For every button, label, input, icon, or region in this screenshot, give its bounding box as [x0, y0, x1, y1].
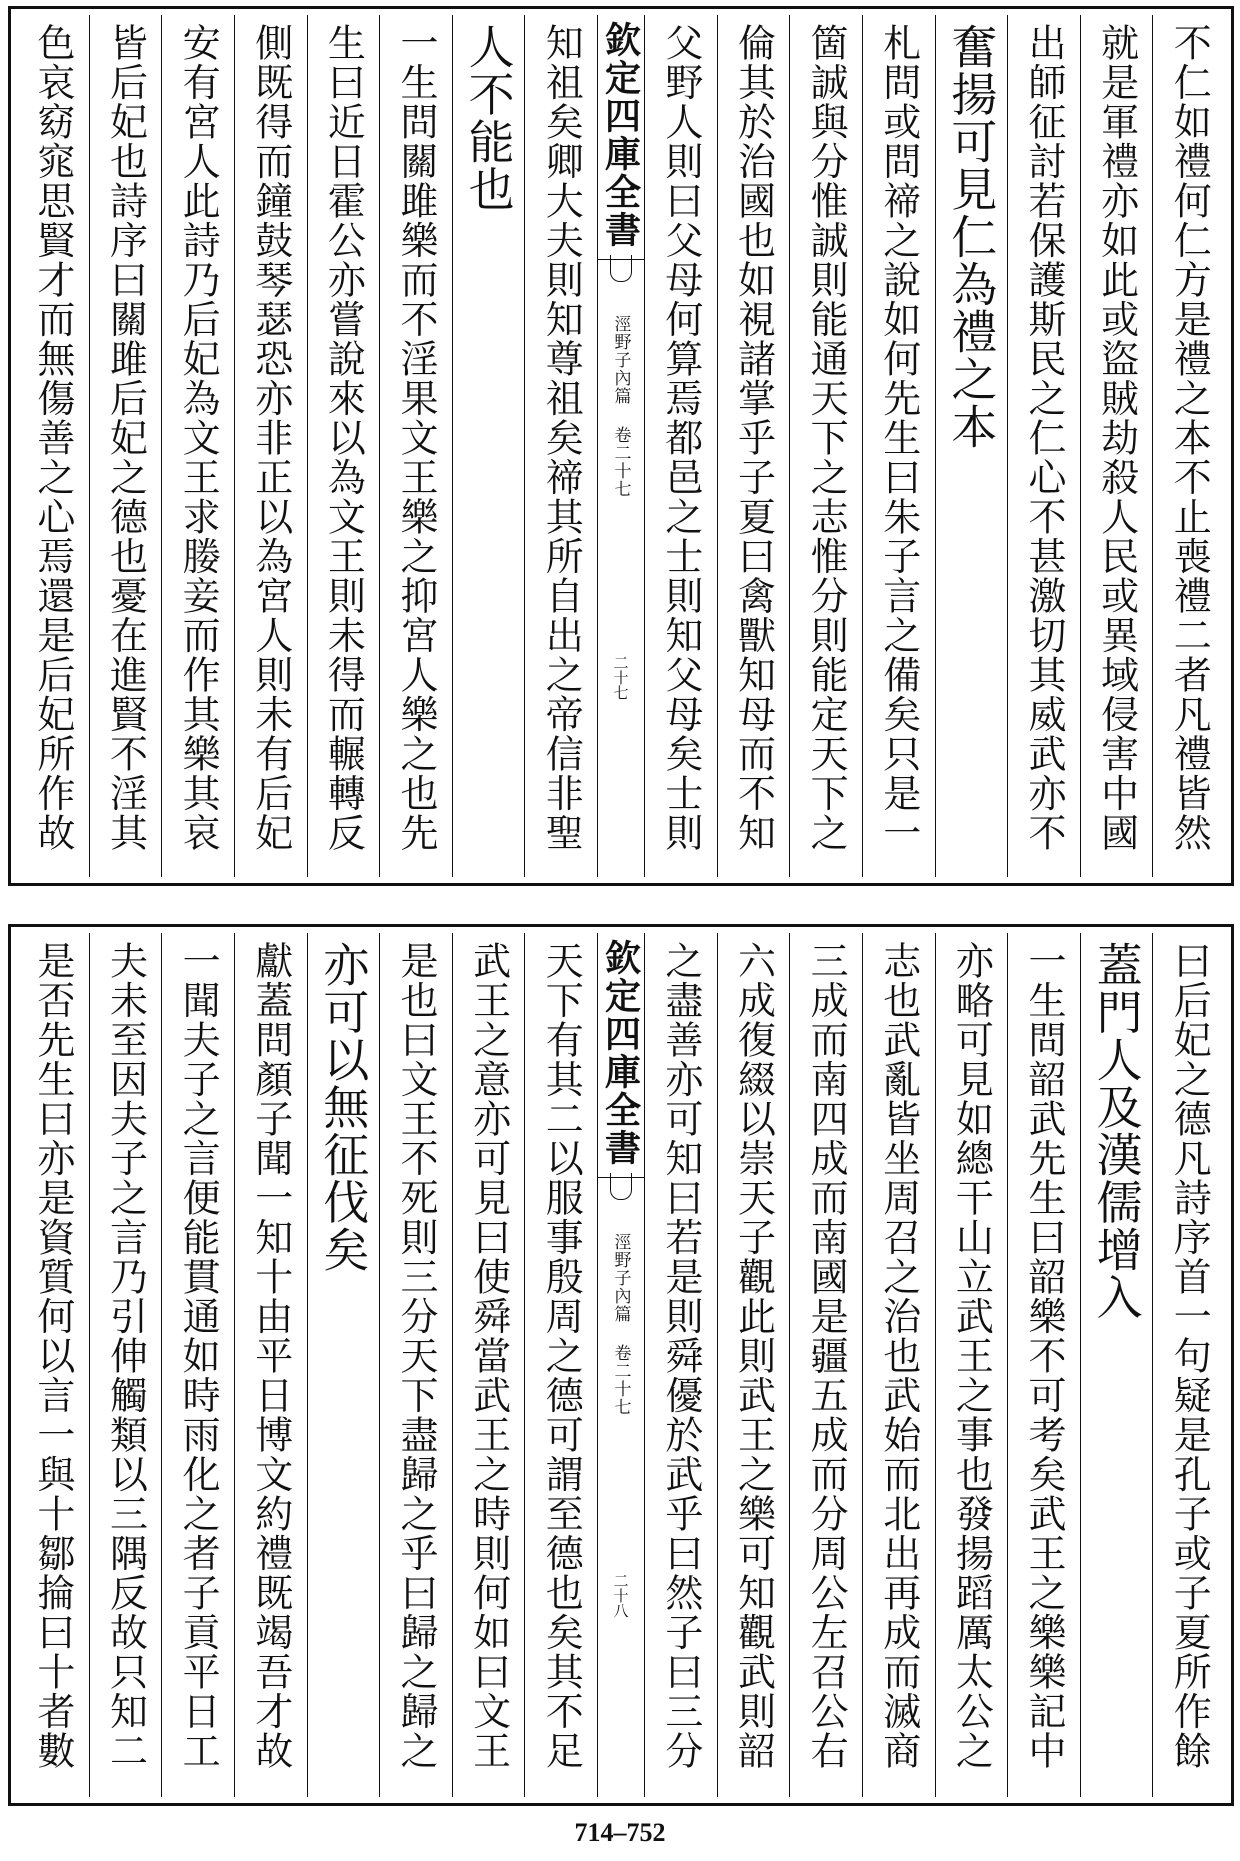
text-column: 箇誠與分惟誠則能通天下之志惟分則能定天下之 — [789, 15, 862, 877]
section-title: 涇野子內篇 卷二十七 — [610, 315, 631, 498]
book-title: 欽定四庫全書 — [597, 939, 644, 1178]
text-column: 色哀窈窕思賢才而無傷善之心焉還是后妃所作故 — [30, 23, 75, 853]
text-column: 志也武亂皆坐周召之治也武始而北出再成而滅商 — [862, 933, 935, 1797]
book-title: 欽定四庫全書 — [597, 21, 644, 260]
text-column: 是也曰文王不死則三分天下盡歸之乎曰歸之歸之 — [379, 933, 452, 1797]
text-column: 出師征討若保護斯民之仁心不甚激切其威武亦不 — [1007, 15, 1080, 877]
page-number: 二十八 — [611, 1573, 630, 1618]
center-margin — [597, 15, 644, 877]
text-column: 皆后妃也詩序曰關雎后妃之德也憂在進賢不淫其 — [89, 15, 162, 877]
fish-tail-mark-icon — [610, 255, 632, 282]
top-page-columns — [17, 15, 1225, 877]
center-margin — [597, 933, 644, 1797]
text-column: 側既得而鐘鼓琴瑟恐亦非正以為宮人則未有后妃 — [234, 15, 307, 877]
text-column: 就是軍禮亦如此或盜賊劫殺人民或異域侵害中國 — [1080, 15, 1153, 877]
page-number: 二十七 — [611, 655, 630, 700]
bottom-page — [8, 924, 1234, 1806]
section-title: 涇野子內篇 卷二十七 — [610, 1233, 631, 1416]
text-column: 札問或問禘之說如何先生曰朱子言之備矣只是一 — [862, 15, 935, 877]
top-page — [8, 6, 1234, 886]
text-column: 六成復綴以崇天子觀此則武王之樂可知觀武則韶 — [717, 933, 790, 1797]
text-column: 倫其於治國也如視諸掌乎子夏曰禽獸知母而不知 — [717, 15, 790, 877]
text-column: 亦略可見如總干山立武王之事也發揚蹈厲太公之 — [935, 933, 1008, 1797]
text-column: 一聞夫子之言便能貫通如時雨化之者子貢平日工 — [161, 933, 234, 1797]
text-column: 獻蓋問顏子聞一知十由平日博文約禮既竭吾才故 — [234, 933, 307, 1797]
text-column: 三成而南四成而南國是疆五成而分周公左召公右 — [789, 933, 862, 1797]
text-column: 安有宮人此詩乃后妃為文王求媵妾而作其樂其哀 — [161, 15, 234, 877]
bottom-page-columns — [17, 933, 1225, 1797]
text-column: 奮揚可見仁為禮之本 — [935, 15, 1008, 877]
text-column: 一生問韶武先生曰韶樂不可考矣武王之樂樂記中 — [1007, 933, 1080, 1797]
text-column: 父野人則曰父母何算焉都邑之士則知父母矣士則 — [644, 15, 717, 877]
text-column: 是否先生曰亦是資質何以言一與十鄒掄曰十者數 — [30, 941, 75, 1771]
text-column: 夫未至因夫子之言乃引伸觸類以三隅反故只知二 — [89, 933, 162, 1797]
text-column: 之盡善亦可知曰若是則舜優於武乎曰然子曰三分 — [644, 933, 717, 1797]
fish-tail-mark-icon — [610, 1173, 632, 1200]
text-column: 人不能也 — [452, 15, 525, 877]
text-column: 不仁如禮何仁方是禮之本不止喪禮二者凡禮皆然 — [1152, 15, 1225, 877]
text-column: 一生問關雎樂而不淫果文王樂之抑宮人樂之也先 — [379, 15, 452, 877]
text-column: 亦可以無征伐矣 — [307, 933, 380, 1797]
page-id-footer: 714–752 — [574, 1818, 666, 1847]
text-column: 天下有其二以服事殷周之德可謂至德也矣其不足 — [524, 933, 597, 1797]
text-column: 蓋門人及漢儒增入 — [1080, 933, 1153, 1797]
text-column: 生曰近日霍公亦嘗說來以為文王則未得而輾轉反 — [307, 15, 380, 877]
text-column: 武王之意亦可見曰使舜當武王之時則何如曰文王 — [452, 933, 525, 1797]
text-column: 知祖矣卿大夫則知尊祖矣禘其所自出之帝信非聖 — [524, 15, 597, 877]
text-column: 曰后妃之德凡詩序首一句疑是孔子或子夏所作餘 — [1152, 933, 1225, 1797]
